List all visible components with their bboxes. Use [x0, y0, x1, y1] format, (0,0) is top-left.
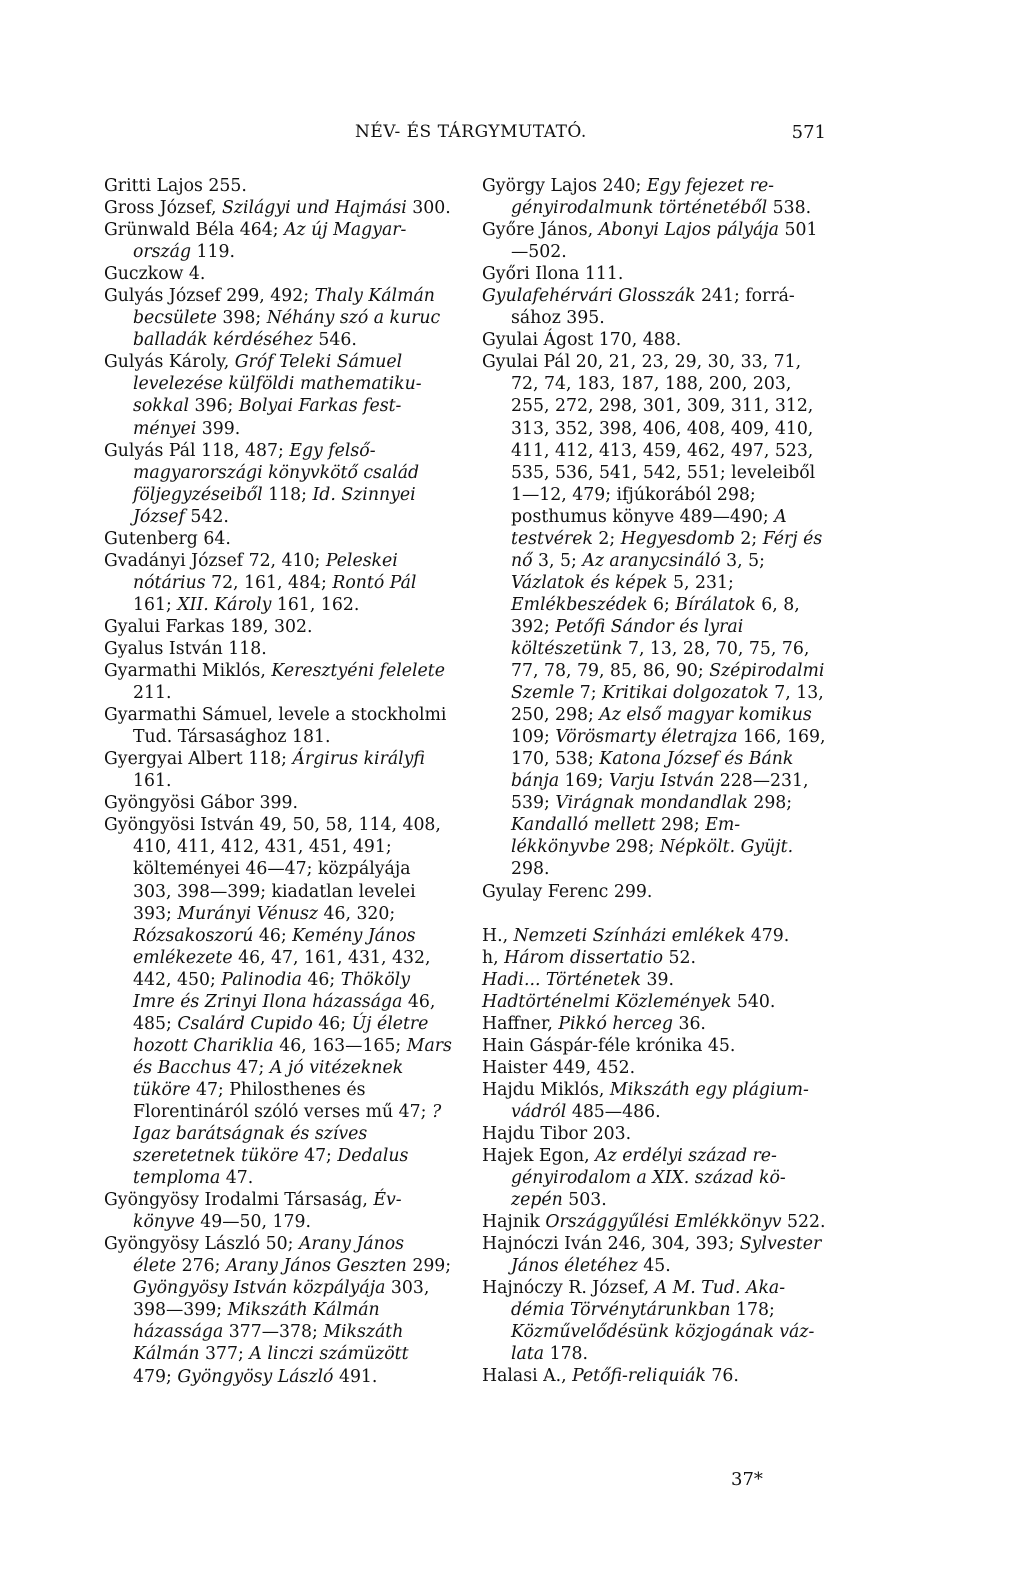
- entry-title-text: Évkönyve: [133, 1190, 402, 1233]
- entry-text: 49—50, 179.: [194, 1212, 311, 1233]
- entry-text: 503.: [562, 1190, 607, 1211]
- index-entry: [104, 1189, 452, 1233]
- entry-title-text: Dedalus temploma: [133, 1146, 409, 1189]
- index-spacer: [482, 903, 830, 925]
- index-entry: [104, 219, 452, 263]
- entry-title-text: Abonyi Lajos pályája: [598, 220, 779, 241]
- entry-text: Hajdu Tibor 203.: [482, 1123, 632, 1144]
- entry-text: 546.: [312, 330, 357, 351]
- entry-text: Gross József,: [104, 198, 222, 219]
- index-entry: [482, 1079, 830, 1123]
- entry-title-text: Emlékbeszédek: [511, 594, 648, 615]
- entry-text: 241; forrásához 395.: [511, 286, 795, 329]
- entry-title-text: Férj és nő: [511, 528, 823, 571]
- index-entry: [482, 1365, 830, 1387]
- entry-text: Hajdu Miklós,: [482, 1079, 610, 1100]
- index-entry: [104, 197, 452, 219]
- entry-title-text: Népkölt. Gyüjt.: [659, 837, 794, 858]
- entry-text: 398;: [216, 308, 267, 329]
- entry-text: 39.: [640, 969, 674, 990]
- entry-title-text: A testvérek: [511, 506, 787, 549]
- entry-text: 119.: [191, 242, 235, 263]
- index-entry: [104, 792, 452, 814]
- index-entry: [482, 175, 830, 219]
- index-entry: [104, 638, 452, 660]
- entry-title-text: Vörösmarty életrajza: [555, 727, 738, 748]
- entry-text: 501—502.: [511, 220, 818, 263]
- entry-title-text: Három dissertatio: [504, 947, 663, 968]
- entry-title-text: Gyulafehérvári Glosszák: [482, 286, 696, 307]
- entry-text: 45.: [637, 1256, 671, 1277]
- entry-title-text: Az aranycsináló: [582, 550, 721, 571]
- entry-text: 46;: [253, 925, 293, 946]
- entry-text: Gulyás Károly,: [104, 352, 235, 373]
- signature-mark: 37*: [731, 1469, 763, 1490]
- entry-title-text: Gyöngyösy László: [177, 1366, 334, 1387]
- entry-text: 522.: [781, 1212, 826, 1233]
- index-entry: [104, 704, 452, 748]
- entry-title-text: Szilágyi und Hajmási: [222, 198, 407, 219]
- entry-title-text: Néhány szó a kuruc balladák kérdéséhez: [133, 308, 441, 351]
- entry-text: Hajnik: [482, 1212, 546, 1233]
- entry-title-text: Mikszáth egy plágiumvádról: [511, 1079, 809, 1122]
- entry-text: Győri Ilona 111.: [482, 264, 624, 285]
- entry-text: 46;: [301, 969, 341, 990]
- entry-text: 76.: [705, 1366, 739, 1387]
- entry-title-text: Virágnak mondandlak: [555, 793, 748, 814]
- entry-text: 540.: [731, 991, 776, 1012]
- entry-text: 538.: [767, 198, 812, 219]
- index-column-right: [482, 175, 830, 1388]
- entry-title-text: Bírálatok: [675, 594, 756, 615]
- entry-text: Gvadányi József 72, 410;: [104, 550, 326, 571]
- entry-text: 377—378;: [223, 1322, 324, 1343]
- entry-title-text: Petőfi-reliquiák: [572, 1366, 706, 1387]
- index-entry: [104, 1233, 452, 1387]
- entry-text: 46, 320;: [317, 903, 396, 924]
- entry-title-text: Hegyesdomb: [620, 528, 735, 549]
- entry-title-text: A jó vitézeknek tüköre: [133, 1057, 404, 1100]
- index-entry: [104, 550, 452, 616]
- entry-title-text: Egy felsőmagyarországi könyvkötő család följegyzéseiből: [133, 440, 420, 505]
- index-entry: [482, 1057, 830, 1079]
- entry-title-text: XII. Károly: [177, 594, 272, 615]
- index-entry: [482, 351, 830, 880]
- entry-title-text: Sylvester János életéhez: [511, 1234, 822, 1277]
- entry-title-text: Palinodia: [221, 969, 302, 990]
- entry-text: Gulyás Pál 118, 487;: [104, 440, 290, 461]
- entry-title-text: Arany János Geszten: [225, 1256, 407, 1277]
- entry-text: 299;: [406, 1256, 452, 1277]
- running-head-title: NÉV- ÉS TÁRGYMUTATÓ.: [355, 122, 587, 142]
- entry-text: Gyalui Farkas 189, 302.: [104, 616, 313, 637]
- entry-text: 47.: [220, 1168, 254, 1189]
- entry-text: 2;: [592, 528, 621, 549]
- entry-text: Hain Gáspár-féle krónika 45.: [482, 1035, 736, 1056]
- index-entry: [104, 175, 452, 197]
- index-entry: [104, 616, 452, 638]
- index-entry: [482, 1277, 830, 1365]
- entry-text: Gyarmathi Sámuel, levele a stockholmi Tud. Társasághoz 181.: [104, 705, 447, 748]
- entry-text: 298;: [747, 793, 793, 814]
- entry-text: Hajek Egon,: [482, 1146, 596, 1167]
- entry-text: 485—486.: [566, 1101, 661, 1122]
- entry-title-text: Nemzeti Színházi emlékek: [513, 925, 746, 946]
- entry-text: 211.: [133, 683, 172, 704]
- entry-text: 46;: [312, 1013, 352, 1034]
- entry-title-text: Az erdélyi század regényirodalom a XIX. század közepén: [511, 1146, 786, 1211]
- entry-title-text: Mars és Bacchus: [133, 1035, 452, 1078]
- entry-title-text: Emlékkönyvbe: [511, 815, 741, 858]
- entry-text: 2;: [734, 528, 763, 549]
- entry-text: 377;: [199, 1344, 250, 1365]
- entry-text: Halasi A.,: [482, 1366, 573, 1387]
- entry-title-text: Vázlatok és képek: [511, 572, 668, 593]
- entry-text: 6, 8, 392;: [511, 594, 800, 637]
- entry-title-text: A M. Tud. Akadémia Törvénytárunkban: [511, 1278, 786, 1321]
- index-entry: [482, 1013, 830, 1035]
- page-number: 571: [791, 122, 826, 143]
- entry-title-text: Gyöngyösy István közpályája: [133, 1278, 386, 1299]
- index-entry: [104, 440, 452, 528]
- entry-title-text: Hadtörténelmi Közlemények: [482, 991, 732, 1012]
- entry-title-text: Rózsakoszorú: [133, 925, 254, 946]
- entry-title-text: Gróf Teleki Sámuel levelezése külföldi mathematikusokkal: [133, 352, 422, 417]
- entry-title-text: Egy fejezet regényirodalmunk történetéből: [511, 176, 775, 219]
- entry-title-text: Petőfi Sándor és lyrai költészetünk: [511, 616, 744, 659]
- entry-title-text: Új életre hozott Chariklia: [133, 1013, 429, 1056]
- entry-title-text: Országgyűlési Emlékkönyv: [545, 1212, 782, 1233]
- index-entry: [104, 660, 452, 704]
- entry-title-text: Mikszáth Kálmán: [133, 1322, 404, 1365]
- index-entry: [104, 528, 452, 550]
- entry-text: 399.: [196, 418, 241, 439]
- entry-title-text: Keresztyéni felelete: [271, 661, 445, 682]
- entry-text: h,: [482, 947, 505, 968]
- entry-text: Haister 449, 452.: [482, 1057, 636, 1078]
- entry-text: 298;: [610, 837, 660, 858]
- entry-text: Gyalus István 118.: [104, 638, 267, 659]
- entry-text: Gyöngyösy László 50;: [104, 1234, 299, 1255]
- index-entry: [482, 925, 830, 947]
- entry-text: 276;: [176, 1256, 226, 1277]
- entry-title-text: Az új Magyarország: [133, 220, 407, 263]
- entry-text: 6;: [647, 594, 676, 615]
- entry-text: 7, 13, 250, 298;: [511, 683, 824, 726]
- entry-text: 109;: [511, 727, 556, 748]
- entry-text: 52.: [662, 947, 696, 968]
- entry-text: 298.: [511, 859, 550, 880]
- entry-text: 5, 231;: [667, 572, 734, 593]
- entry-text: 46, 163—165;: [273, 1035, 407, 1056]
- entry-text: Gyöngyösi Gábor 399.: [104, 793, 299, 814]
- entry-title-text: Közművelődésünk közjogának vázlata: [511, 1322, 815, 1365]
- entry-text: Gulyás József 299, 492;: [104, 286, 315, 307]
- entry-text: Gutenberg 64.: [104, 528, 231, 549]
- entry-title-text: ? Igaz barátságnak és szíves szeretetnek tüköre: [133, 1101, 442, 1167]
- index-entry: [482, 881, 830, 903]
- entry-text: 72, 161, 484;: [205, 572, 333, 593]
- entry-text: 161, 162.: [271, 594, 360, 615]
- index-entry: [482, 285, 830, 329]
- index-entry: [482, 263, 830, 285]
- entry-text: 47; Philosthenes és Florentináról szóló verses mű 47;: [133, 1079, 432, 1122]
- entry-title-text: Az első magyar komikus: [599, 705, 812, 726]
- entry-text: 228—231, 539;: [511, 771, 809, 814]
- entry-text: Haffner,: [482, 1013, 559, 1034]
- entry-title-text: Arany János élete: [133, 1234, 405, 1277]
- entry-text: 178;: [730, 1300, 775, 1321]
- entry-text: Hajnóczi Iván 246, 304, 393;: [482, 1234, 740, 1255]
- entry-text: 47;: [298, 1146, 338, 1167]
- entry-text: Gyöngyösy Irodalmi Társaság,: [104, 1190, 374, 1211]
- entry-text: 169;: [559, 771, 609, 792]
- index-entry: [104, 285, 452, 351]
- entry-title-text: Katona József és Bánk bánja: [511, 749, 794, 792]
- entry-title-text: Id. Szinnyei József: [133, 484, 416, 527]
- entry-text: 3, 5;: [720, 550, 765, 571]
- index-entry: [104, 351, 452, 439]
- entry-text: 303, 398—399;: [133, 1278, 430, 1321]
- entry-title-text: Kritikai dolgozatok: [602, 683, 769, 704]
- entry-text: Guczkow 4.: [104, 264, 206, 285]
- entry-text: 47;: [231, 1057, 270, 1078]
- entry-title-text: Thaly Kálmán becsülete: [133, 286, 435, 329]
- entry-text: Gyulay Ferenc 299.: [482, 881, 653, 902]
- index-entry: [482, 1035, 830, 1057]
- entry-text: Gyarmathi Miklós,: [104, 661, 272, 682]
- entry-title-text: Bolyai Farkas festményei: [133, 396, 402, 439]
- index-entry: [482, 991, 830, 1013]
- entry-text: Hajnóczy R. József,: [482, 1278, 655, 1299]
- entry-text: 298;: [655, 815, 706, 836]
- entry-text: 542.: [184, 506, 229, 527]
- entry-title-text: Árgirus királyfi: [292, 749, 425, 770]
- entry-title-text: Varju István: [608, 771, 715, 792]
- entry-text: 46, 47, 161, 431, 432, 442, 450;: [133, 947, 431, 990]
- index-entry: [104, 748, 452, 792]
- entry-text: Gritti Lajos 255.: [104, 176, 247, 196]
- entry-text: Grünwald Béla 464;: [104, 220, 285, 241]
- index-entry: [482, 1145, 830, 1211]
- entry-text: Gyulai Ágost 170, 488.: [482, 330, 682, 351]
- entry-text: 7, 13, 28, 70, 75, 76, 77, 78, 79, 85, 86, 90;: [511, 638, 810, 682]
- entry-title-text: Mikszáth Kálmán házassága: [133, 1300, 380, 1343]
- index-entry: [482, 1123, 830, 1145]
- entry-text: Győre János,: [482, 220, 599, 241]
- index-entry: [482, 969, 830, 991]
- index-entry: [482, 1233, 830, 1277]
- entry-title-text: Pikkó herceg: [558, 1013, 673, 1034]
- index-entry: [104, 263, 452, 285]
- entry-title-text: Rontó Pál: [332, 572, 417, 593]
- entry-title-text: Csalárd Cupido: [177, 1013, 313, 1034]
- index-entry: [104, 814, 452, 1189]
- index-entry: [482, 1211, 830, 1233]
- index-column-left: [104, 175, 452, 1388]
- entry-text: 161;: [133, 594, 178, 615]
- entry-text: György Lajos 240;: [482, 176, 647, 196]
- entry-text: 491.: [333, 1366, 378, 1387]
- entry-title-text: Kemény János emlékezete: [133, 925, 416, 968]
- entry-title-text: Murányi Vénusz: [177, 903, 318, 924]
- entry-title-text: A linczi számüzött: [249, 1344, 409, 1365]
- index-entry: [482, 219, 830, 263]
- entry-text: 479.: [745, 925, 790, 946]
- entry-text: 479;: [133, 1366, 178, 1387]
- entry-title-text: Szépirodalmi Szemle: [511, 661, 825, 704]
- entry-text: 161.: [133, 771, 172, 792]
- entry-text: Gyöngyösi István 49, 50, 58, 114, 408, 410, 411, 412, 431, 451, 491; költeményei 46—47; közpályája 303, 398—399; kiadatlan levelei 393;: [104, 815, 441, 924]
- entry-title-text: Kandalló mellett: [511, 815, 656, 836]
- index-entry: [482, 947, 830, 969]
- entry-text: Gyergyai Albert 118;: [104, 749, 293, 770]
- running-head: [104, 122, 826, 150]
- entry-title-text: Thököly Imre és Zrinyi Ilona házassága: [133, 969, 410, 1012]
- entry-text: 3, 5;: [532, 550, 583, 571]
- index-entry: [482, 329, 830, 351]
- entry-text: 36.: [672, 1013, 706, 1034]
- entry-text: Gyulai Pál 20, 21, 23, 29, 30, 33, 71, 72, 74, 183, 187, 188, 200, 203, 255, 272, 298, 301, 309, 311, 312, 313, 352, 398, 406, 408, 409, 410, 411, 412, 413, 459, 462, 497, 523, 535, 536, 541, 542, 551; leveleiből 1—12, 479; ifjúkorából 298; posthumus könyve 489—490;: [482, 352, 816, 527]
- entry-text: 46, 485;: [133, 991, 436, 1034]
- entry-text: 7;: [574, 683, 603, 704]
- entry-text: 178.: [544, 1344, 589, 1365]
- entry-text: 166, 169, 170, 538;: [511, 727, 826, 770]
- entry-title-text: Peleskei nótárius: [133, 550, 398, 593]
- entry-title-text: Hadi... Történetek: [482, 969, 641, 990]
- entry-text: 396;: [189, 396, 239, 417]
- entry-text: 300.: [406, 198, 451, 219]
- entry-text: H.,: [482, 925, 514, 946]
- entry-text: 118;: [262, 484, 313, 505]
